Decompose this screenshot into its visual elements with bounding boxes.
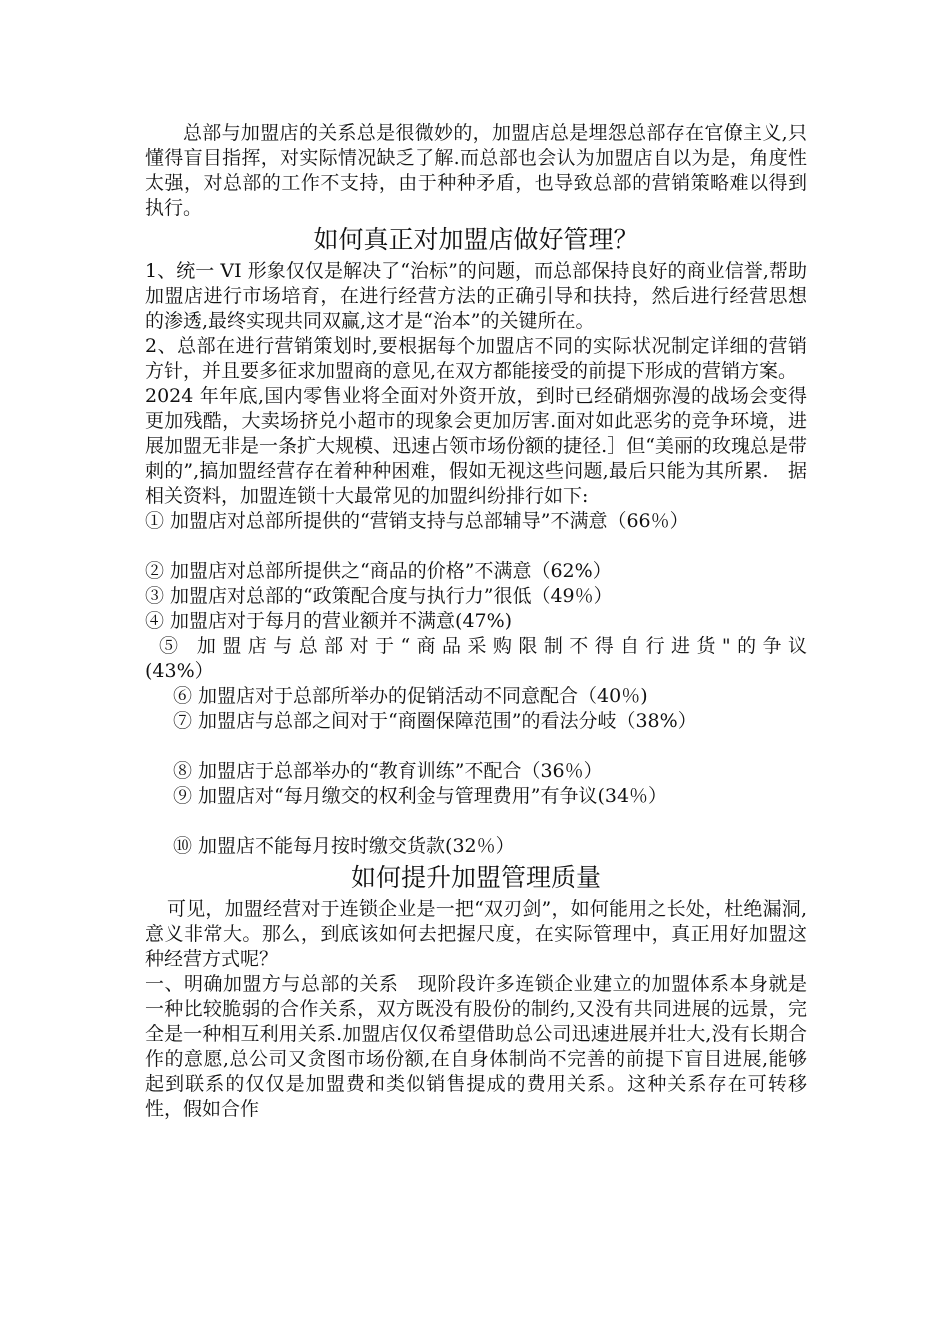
dispute-item-6: ⑥ 加盟店对于总部所举办的促销活动不同意配合（40％) — [173, 685, 648, 707]
section-1-paragraph: 一、明确加盟方与总部的关系 现阶段许多连锁企业建立的加盟体系本身就是一种比较脆弱的合作关系，双方既没有股份的制约,又没有共同进展的远景，完全是一种相互利用关系.加盟店仅仅希望借助总公司迅速进展并壮大,没有长期合作的意愿,总公司又贪图市场份额,在自身体制尚不完善的前提下盲目进展,能够起到联系的仅仅是加盟费和类似销售提成的费用关系。这种关系存在可转移性，假如合作 — [145, 973, 807, 1120]
document-page — [145, 121, 807, 1122]
dispute-item-7: ⑦ 加盟店与总部之间对于“商圈保障范围”的看法分岐（38%） — [173, 710, 697, 732]
dispute-item-8: ⑧ 加盟店于总部举办的“教育训练”不配合（36％） — [173, 760, 603, 782]
dispute-item-10: ⑩ 加盟店不能每月按时缴交货款(32％） — [173, 835, 515, 857]
market-paragraph: 2024 年年底,国内零售业将全面对外资开放，到时已经硝烟弥漫的战场会变得更加残酷，大卖场挤兑小超市的现象会更加厉害.面对如此恶劣的竞争环境，进展加盟无非是一条扩大规模、迅速占领市场份额的捷径.］但“美丽的玫瑰总是带刺的”,搞加盟经营存在着种种困难，假如无视这些问题,最后只能为其所累. 据相关资料，加盟连锁十大最常见的加盟纠纷排行如下: — [145, 385, 807, 507]
blank-line — [145, 809, 807, 834]
dispute-item-5-tail: (43%） — [145, 660, 214, 682]
intro-paragraph: 总部与加盟店的关系总是很微妙的，加盟店总是埋怨总部存在官僚主义,只懂得盲目指挥，对实际情况缺乏了解.而总部也会认为加盟店自以为是，角度性太强，对总部的工作不支持，由于种种矛盾，也导致总部的营销策略难以得到执行。 — [145, 122, 807, 219]
dispute-item-4: ④ 加盟店对于每月的营业额并不满意(47%) — [145, 610, 513, 632]
blank-line — [145, 534, 807, 559]
dispute-item-2: ② 加盟店对总部所提供之“商品的价格”不满意（62%） — [145, 560, 612, 582]
conclusion-paragraph: 可见，加盟经营对于连锁企业是一把“双刃剑”，如何能用之长处，杜绝漏洞,意义非常大。那么，到底该如何去把握尺度，在实际管理中，真正用好加盟这种经营方式呢？ — [145, 898, 807, 970]
section-heading-quality: 如何提升加盟管理质量 — [350, 863, 601, 892]
section-heading-manage: 如何真正对加盟店做好管理？ — [313, 225, 639, 254]
blank-line — [145, 734, 807, 759]
point-2-paragraph: 2、总部在进行营销策划时,要根据每个加盟店不同的实际状况制定详细的营销方针，并且要多征求加盟商的意见,在双方都能接受的前提下形成的营销方案。 — [145, 335, 807, 382]
dispute-item-9: ⑨ 加盟店对“每月缴交的权利金与管理费用”有争议(34％） — [173, 785, 668, 807]
point-1-paragraph: 1、统一 VI 形象仅仅是解决了“治标”的问题，而总部保持良好的商业信誉,帮助加盟店进行市场培育，在进行经营方法的正确引导和扶持，然后进行经营思想的渗透,最终实现共同双赢,这才是“治本”的关键所在。 — [145, 260, 807, 332]
dispute-item-1: ① 加盟店对总部所提供的“营销支持与总部辅导”不满意（66％） — [145, 510, 689, 532]
dispute-item-5: ⑤ 加盟店与总部对于“商品采购限制不得自行进货"的争议 — [159, 635, 807, 657]
dispute-item-3: ③ 加盟店对总部的“政策配合度与执行力”很低（49％） — [145, 585, 613, 607]
